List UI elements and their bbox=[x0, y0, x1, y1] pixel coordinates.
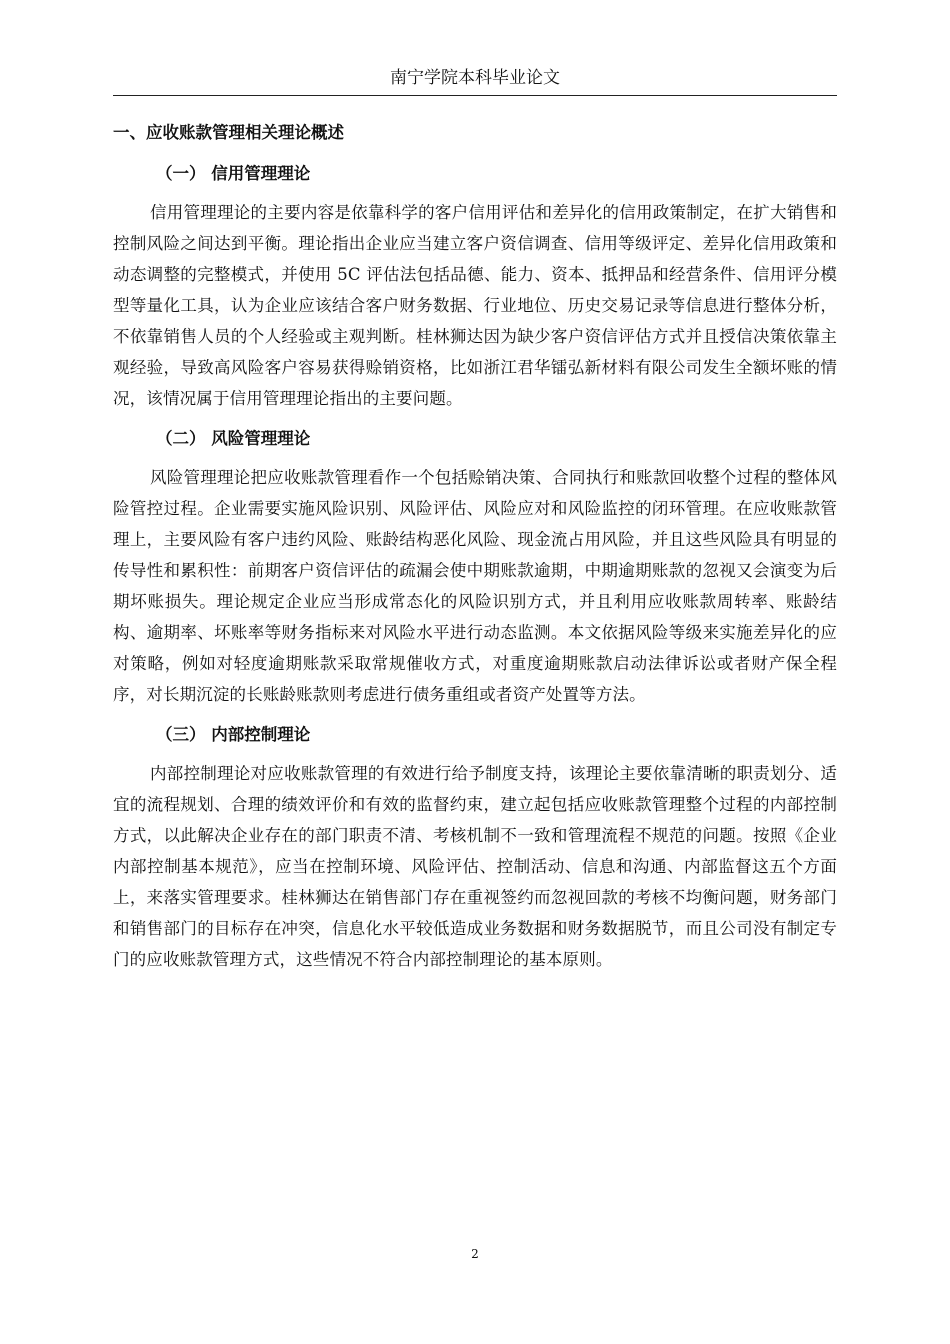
page-header bbox=[113, 62, 837, 96]
section-credit-management bbox=[113, 153, 837, 414]
running-title: 南宁学院本科毕业论文 bbox=[390, 68, 560, 88]
section-heading: （二） 风险管理理论 bbox=[156, 429, 311, 448]
document-body bbox=[113, 112, 837, 979]
section-heading: （三） 内部控制理论 bbox=[156, 725, 311, 744]
section-paragraph: 内部控制理论对应收账款管理的有效进行给予制度支持，该理论主要依靠清晰的职责划分、适宜的流程规划、合理的绩效评价和有效的监督约束，建立起包括应收账款管理整个过程的内部控制方式，以此解决企业存在的部门职责不清、考核机制不一致和管理流程不规范的问题。按照《企业内部控制基本规范》，应当在控制环境、风险评估、控制活动、信息和沟通、内部监督这五个方面上，来落实管理要求。桂林狮达在销售部门存在重视签约而忽视回款的考核不均衡问题，财务部门和销售部门的目标存在冲突，信息化水平较低造成业务数据和财务数据脱节，而且公司没有制定专门的应收账款管理方式，这些情况不符合内部控制理论的基本原则。 bbox=[113, 764, 837, 969]
section-risk-management bbox=[113, 418, 837, 710]
section-heading: （一） 信用管理理论 bbox=[156, 164, 311, 183]
page-number: 2 bbox=[471, 1247, 479, 1261]
chapter-heading: 一、应收账款管理相关理论概述 bbox=[113, 123, 344, 142]
section-paragraph: 风险管理理论把应收账款管理看作一个包括赊销决策、合同执行和账款回收整个过程的整体风险管控过程。企业需要实施风险识别、风险评估、风险应对和风险监控的闭环管理。在应收账款管理上，主要风险有客户违约风险、账龄结构恶化风险、现金流占用风险，并且这些风险具有明显的传导性和累积性：前期客户资信评估的疏漏会使中期账款逾期，中期逾期账款的忽视又会演变为后期坏账损失。理论规定企业应当形成常态化的风险识别方式，并且利用应收账款周转率、账龄结构、逾期率、坏账率等财务指标来对风险水平进行动态监测。本文依据风险等级来实施差异化的应对策略，例如对轻度逾期账款采取常规催收方式，对重度逾期账款启动法律诉讼或者财产保全程序，对长期沉淀的长账龄账款则考虑进行债务重组或者资产处置等方法。 bbox=[113, 468, 837, 704]
section-internal-control bbox=[113, 714, 837, 975]
section-paragraph: 信用管理理论的主要内容是依靠科学的客户信用评估和差异化的信用政策制定，在扩大销售和控制风险之间达到平衡。理论指出企业应当建立客户资信调查、信用等级评定、差异化信用政策和动态调整的完整模式，并使用 5C 评估法包括品德、能力、资本、抵押品和经营条件、信用评分模型等量化工具，认为企业应该结合客户财务数据、行业地位、历史交易记录等信息进行整体分析，不依靠销售人员的个人经验或主观判断。桂林狮达因为缺少客户资信评估方式并且授信决策依靠主观经验，导致高风险客户容易获得赊销资格，比如浙江君华镭弘新材料有限公司发生全额坏账的情况，该情况属于信用管理理论指出的主要问题。 bbox=[113, 203, 837, 408]
